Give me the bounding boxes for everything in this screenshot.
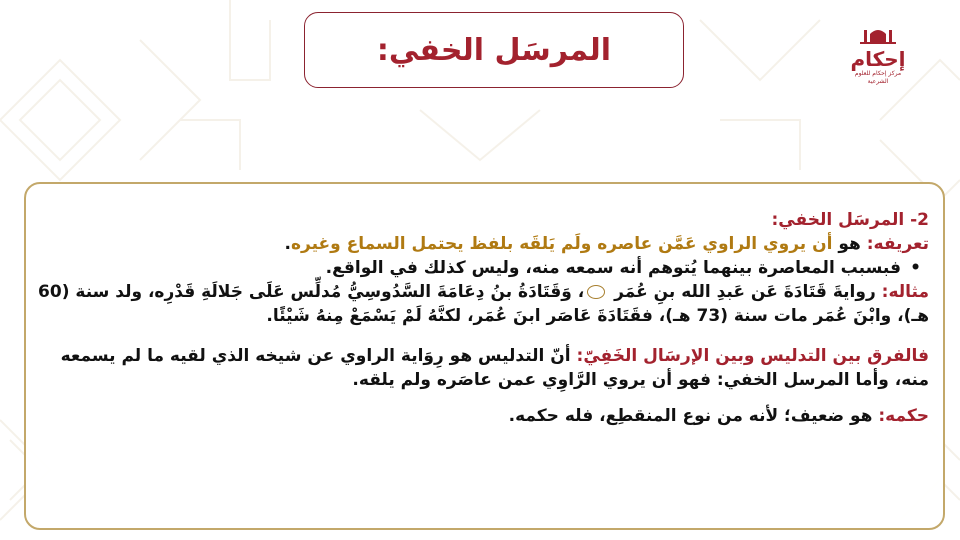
institution-logo bbox=[850, 24, 906, 96]
difference-text: أنّ التدليس هو رِوَاية الراوي عن شيخه الذي لقيه ما لم يسمعه منه، وأما المرسل الخفي: فهو أن يروي الرَّاوِي عمن عاصَره ولم يلقه. bbox=[60, 346, 929, 390]
content-text bbox=[37, 208, 929, 428]
example-paragraph bbox=[37, 280, 929, 328]
content-panel bbox=[24, 182, 945, 530]
example-label: مثاله: bbox=[881, 282, 929, 302]
definition-pre: هو bbox=[838, 234, 861, 254]
definition-highlight: أن يروي الراوي عَمَّن عاصره ولَم يَلقَه بلفظ يحتمل السماع وغيره bbox=[291, 234, 833, 254]
example-part1: روايةَ قَتَادَةَ عَن عَبدِ الله بنِ عُمَر bbox=[614, 282, 876, 302]
definition-label: تعريفه: bbox=[866, 234, 929, 254]
logo-name: إحكام bbox=[850, 47, 906, 71]
honorific-seal-icon bbox=[587, 285, 605, 299]
slide-title-box bbox=[304, 12, 684, 88]
example-part2: ، وَقَتَادَةُ بنُ دِعَامَةَ السَّدُوسِيُّ مُدلِّس عَلَى جَلالَةِ قَدْرِه، ولد سنة (60 هـ)، وابْنَ عُمَر مات سنة (73 هـ)، فقَتَادَةَ عَاصَر ابنَ عُمَر، لكنَّهُ لَمْ يَسْمَعْ مِنهُ شَيْئًا. bbox=[38, 282, 929, 326]
mosque-icon bbox=[850, 24, 906, 44]
difference-label: فالفرق بين التدليس وبين الإرسَال الخَفِيّ: bbox=[576, 346, 929, 366]
ruling-label: حكمه: bbox=[878, 406, 929, 426]
ruling-text: هو ضعيف؛ لأنه من نوع المنقطِع، فله حكمه. bbox=[508, 406, 873, 426]
slide-title: المرسَل الخفي: bbox=[376, 32, 612, 68]
definition-line bbox=[37, 232, 929, 256]
ruling-line bbox=[37, 404, 929, 428]
logo-subtitle: مركز إحكام للعلوم الشرعية bbox=[854, 70, 902, 85]
bullet-item: • فبسبب المعاصرة بينهما يُتوهم أنه سمعه منه، وليس كذلك في الواقع. bbox=[37, 256, 929, 280]
difference-paragraph bbox=[37, 344, 929, 392]
definition-end: . bbox=[284, 234, 291, 254]
section-heading: 2- المرسَل الخفي: bbox=[771, 210, 929, 230]
